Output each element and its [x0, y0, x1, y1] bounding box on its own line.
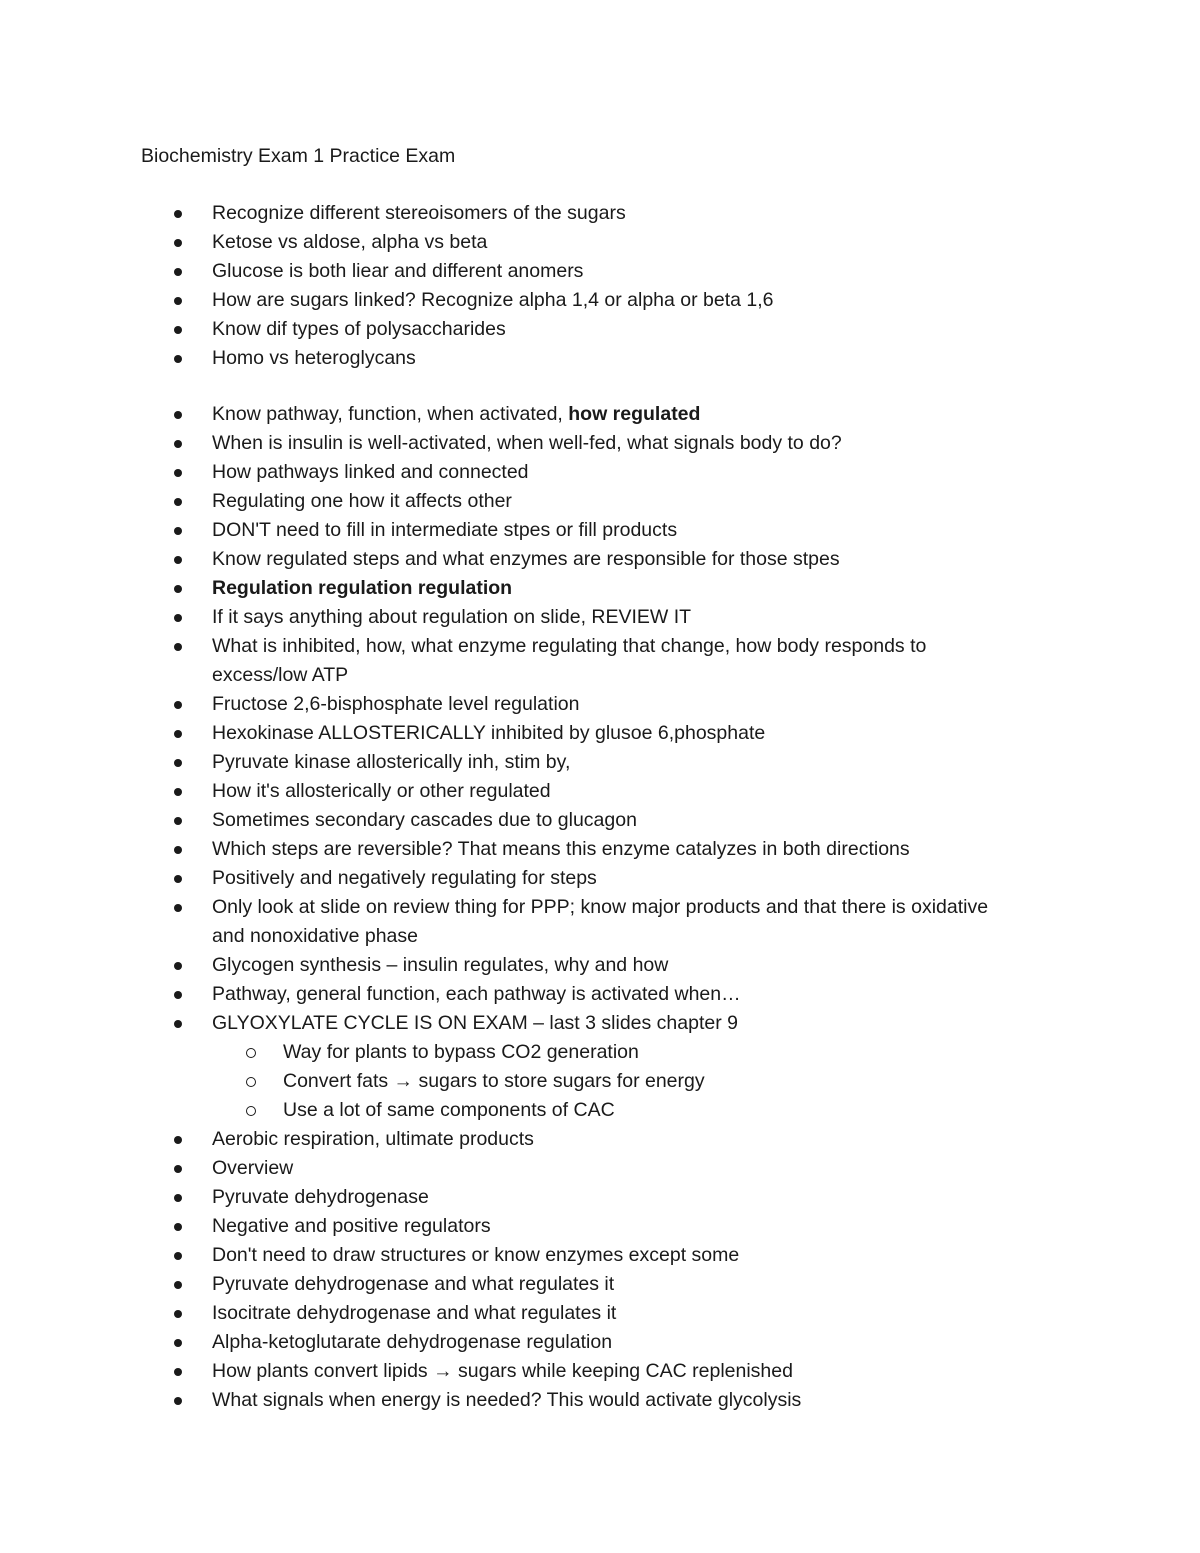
bullet-icon [174, 846, 182, 854]
page-title: Biochemistry Exam 1 Practice Exam [141, 145, 456, 167]
sugar-topics-list [0, 199, 1200, 373]
list-item: Aerobic respiration, ultimate products [0, 1125, 1022, 1154]
bullet-icon [174, 1281, 182, 1289]
list-item: Regulation regulation regulation [0, 574, 1022, 603]
bullet-icon [174, 759, 182, 767]
bullet-icon [174, 614, 182, 622]
bullet-icon [174, 239, 182, 247]
list-item: GLYOXYLATE CYCLE IS ON EXAM – last 3 slides chapter 9 [0, 1009, 1022, 1038]
list-item: Glycogen synthesis – insulin regulates, why and how [0, 951, 1022, 980]
bullet-icon [174, 904, 182, 912]
bullet-icon [174, 1339, 182, 1347]
bullet-icon [174, 730, 182, 738]
list-item: Negative and positive regulators [0, 1212, 1022, 1241]
list-item: DON'T need to fill in intermediate stpes or fill products [0, 516, 1022, 545]
emphasis-text: how regulated [568, 403, 701, 425]
hollow-bullet-icon [246, 1077, 256, 1087]
hollow-bullet-icon [246, 1106, 256, 1116]
list-item: What is inhibited, how, what enzyme regulating that change, how body responds to excess/low ATP [0, 632, 1022, 690]
bullet-icon [174, 268, 182, 276]
list-item: When is insulin is well-activated, when well-fed, what signals body to do? [0, 429, 1022, 458]
bullet-icon [174, 788, 182, 796]
list-item: Positively and negatively regulating for steps [0, 864, 1022, 893]
list-item: Isocitrate dehydrogenase and what regulates it [0, 1299, 1022, 1328]
list-item: Know regulated steps and what enzymes are responsible for those stpes [0, 545, 1022, 574]
bullet-icon [174, 210, 182, 218]
list-item: Pyruvate dehydrogenase and what regulates it [0, 1270, 1022, 1299]
list-item: How plants convert lipids → sugars while keeping CAC replenished [0, 1357, 1022, 1386]
list-item: How are sugars linked? Recognize alpha 1,4 or alpha or beta 1,6 [0, 286, 1022, 315]
list-item: Pathway, general function, each pathway is activated when… [0, 980, 1022, 1009]
list-item: Glucose is both liear and different anomers [0, 257, 1022, 286]
bullet-icon [174, 326, 182, 334]
list-item: Hexokinase ALLOSTERICALLY inhibited by glusoe 6,phosphate [0, 719, 1022, 748]
bullet-icon [174, 1397, 182, 1405]
right-arrow-icon: → [393, 1070, 414, 1092]
pathway-topics-list [0, 400, 1200, 1415]
sub-list-item: Way for plants to bypass CO2 generation [0, 1038, 1023, 1067]
list-item: Pyruvate kinase allosterically inh, stim by, [0, 748, 1022, 777]
bullet-icon [174, 1223, 182, 1231]
bullet-icon [174, 1136, 182, 1144]
bullet-icon [174, 556, 182, 564]
bullet-icon [174, 875, 182, 883]
bullet-icon [174, 469, 182, 477]
list-item: How it's allosterically or other regulated [0, 777, 1022, 806]
list-item: Recognize different stereoisomers of the sugars [0, 199, 1022, 228]
list-item: Which steps are reversible? That means this enzyme catalyzes in both directions [0, 835, 1022, 864]
bullet-icon [174, 817, 182, 825]
list-item: Fructose 2,6-bisphosphate level regulation [0, 690, 1022, 719]
list-item: Ketose vs aldose, alpha vs beta [0, 228, 1022, 257]
bullet-icon [174, 498, 182, 506]
bullet-icon [174, 1020, 182, 1028]
list-item: Know dif types of polysaccharides [0, 315, 1022, 344]
bullet-icon [174, 440, 182, 448]
sub-list-item: Convert fats → sugars to store sugars for energy [0, 1067, 1023, 1096]
list-item: Don't need to draw structures or know enzymes except some [0, 1241, 1022, 1270]
bullet-icon [174, 1252, 182, 1260]
bullet-icon [174, 962, 182, 970]
list-item: Only look at slide on review thing for PPP; know major products and that there is oxidative and nonoxidative phase [0, 893, 1022, 951]
bullet-icon [174, 991, 182, 999]
bullet-icon [174, 297, 182, 305]
bullet-icon [174, 1310, 182, 1318]
list-item: Regulating one how it affects other [0, 487, 1022, 516]
sub-list-item: Use a lot of same components of CAC [0, 1096, 1023, 1125]
bullet-icon [174, 585, 182, 593]
list-item: Sometimes secondary cascades due to glucagon [0, 806, 1022, 835]
list-item: Homo vs heteroglycans [0, 344, 1022, 373]
list-item: Pyruvate dehydrogenase [0, 1183, 1022, 1212]
bullet-icon [174, 1165, 182, 1173]
hollow-bullet-icon [246, 1048, 256, 1058]
bullet-icon [174, 1194, 182, 1202]
list-item: What signals when energy is needed? This would activate glycolysis [0, 1386, 1022, 1415]
list-item: Know pathway, function, when activated, how regulated [0, 400, 1022, 429]
list-item: How pathways linked and connected [0, 458, 1022, 487]
bullet-icon [174, 355, 182, 363]
list-item: If it says anything about regulation on slide, REVIEW IT [0, 603, 1022, 632]
bullet-icon [174, 1368, 182, 1376]
bullet-icon [174, 411, 182, 419]
right-arrow-icon: → [433, 1360, 453, 1382]
bullet-icon [174, 527, 182, 535]
bullet-icon [174, 643, 182, 651]
list-item: Alpha-ketoglutarate dehydrogenase regulation [0, 1328, 1022, 1357]
list-item: Overview [0, 1154, 1022, 1183]
bullet-icon [174, 701, 182, 709]
